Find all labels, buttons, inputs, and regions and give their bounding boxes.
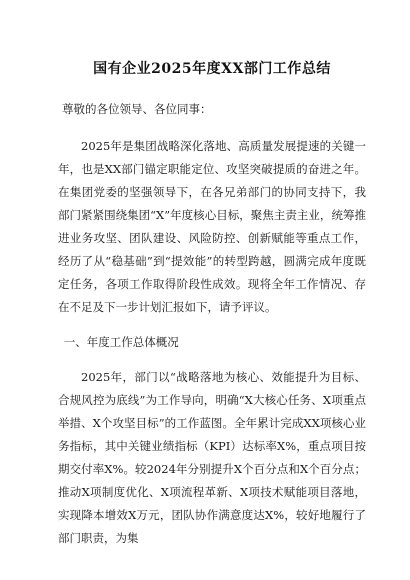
- document-title: 国有企业2025年度XX部门工作总结: [93, 61, 331, 77]
- salutation: 尊敬的各位领导、各位同事：: [62, 102, 212, 116]
- overview-paragraph: 2025年，部门以“战略落地为核心、效能提升为目标、合规风控为底线”为工作导向，明确“X大核心任务、X项重点举措、X个攻坚目标”的工作蓝图。全年累计完成XX项核心业务指标，其中关键业绩指标（KPI）达标率X%，重点项目按期交付率X%。较2024年分别提升X个百分点和X个百分点；推动X项制度优化、X项流程革新、X项技术赋能项目落地，实现降本增效X万元，团队协作满意度达X%，较好地履行了部门职责，为集: [58, 370, 366, 545]
- intro-paragraph: 2025年是集团战略深化落地、高质量发展提速的关键一年，也是XX部门锚定职能定位、攻坚突破提质的奋进之年。在集团党委的坚强领导下，在各兄弟部门的协同支持下，我部门紧紧围绕集团“X”年度核心目标，聚焦主责主业，统筹推进业务攻坚、团队建设、风险防控、创新赋能等重点工作，经历了从“稳基础”到“提效能”的转型跨越，圆满完成年度既定任务，各项工作取得阶段性成效。现将全年工作情况、存在不足及下一步计划汇报如下，请予评议。: [58, 139, 366, 314]
- section-heading-overview: 一、年度工作总体概况: [63, 335, 179, 349]
